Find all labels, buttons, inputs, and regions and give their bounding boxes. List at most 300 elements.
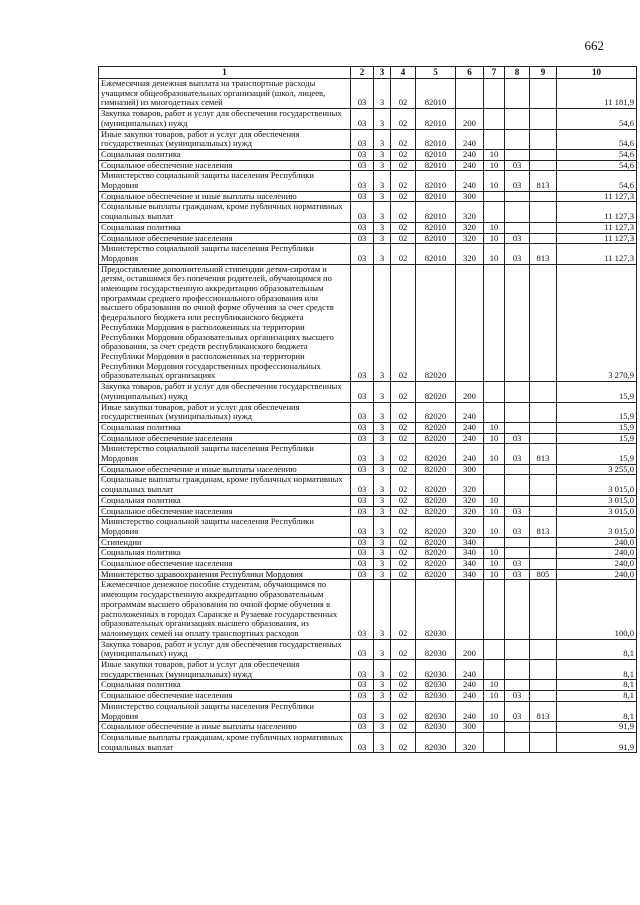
item-name-cell: Социальное обеспечение населения: [99, 233, 351, 244]
chapter-code-cell: [484, 129, 505, 149]
subsection-code-cell: 3: [374, 171, 391, 191]
chapter-code-cell: [484, 580, 505, 639]
table-row: [99, 506, 637, 517]
section-code-cell: 03: [351, 691, 374, 702]
chapter-code-cell: 10: [484, 559, 505, 570]
amount-cell: 54,6: [557, 109, 637, 129]
target-code-cell: 82020: [416, 422, 456, 433]
program-code-cell: 02: [391, 506, 416, 517]
item-name-cell: Социальная политика: [99, 548, 351, 559]
subchapter-code-cell: [505, 129, 530, 149]
subchapter-code-cell: 03: [505, 691, 530, 702]
item-name-cell: Социальная политика: [99, 149, 351, 160]
program-code-cell: 02: [391, 433, 416, 444]
section-code-cell: 03: [351, 382, 374, 402]
program-code-cell: 02: [391, 548, 416, 559]
amount-cell: 3 255,0: [557, 464, 637, 475]
table-row: [99, 464, 637, 475]
chapter-code-cell: 10: [484, 691, 505, 702]
subchapter-code-cell: 03: [505, 517, 530, 537]
item-name-cell: Социальная политика: [99, 422, 351, 433]
program-code-cell: 02: [391, 495, 416, 506]
column-header: 2: [351, 67, 374, 79]
expense-type-cell: 300: [456, 191, 484, 202]
table-row: [99, 495, 637, 506]
subchapter-code-cell: 03: [505, 244, 530, 264]
subsection-code-cell: 3: [374, 191, 391, 202]
chapter-code-cell: 10: [484, 171, 505, 191]
program-code-cell: 02: [391, 264, 416, 381]
section-code-cell: 03: [351, 660, 374, 680]
subchapter-code-cell: 03: [505, 444, 530, 464]
subsection-code-cell: 3: [374, 402, 391, 422]
subsection-code-cell: 3: [374, 264, 391, 381]
target-code-cell: 82030: [416, 701, 456, 721]
subsection-code-cell: 3: [374, 722, 391, 733]
column-header: 5: [416, 67, 456, 79]
chapter-code-cell: [484, 264, 505, 381]
chapter-code-cell: [484, 660, 505, 680]
target-code-cell: 82020: [416, 464, 456, 475]
subchapter-code-cell: [505, 202, 530, 222]
target-code-cell: 82010: [416, 129, 456, 149]
item-name-cell: Социальное обеспечение населения: [99, 433, 351, 444]
amount-cell: 8,1: [557, 660, 637, 680]
program-code-cell: 02: [391, 722, 416, 733]
subchapter-code-cell: [505, 191, 530, 202]
chapter-code-cell: 10: [484, 680, 505, 691]
item-name-cell: Закупка товаров, работ и услуг для обеспечения государственных (муниципальных) нужд: [99, 109, 351, 129]
table-row: [99, 171, 637, 191]
amount-cell: 54,6: [557, 129, 637, 149]
table-row: [99, 160, 637, 171]
subsection-code-cell: 3: [374, 149, 391, 160]
ministry-code-cell: 813: [530, 517, 557, 537]
ministry-code-cell: [530, 402, 557, 422]
amount-cell: 11 127,3: [557, 222, 637, 233]
chapter-code-cell: 10: [484, 222, 505, 233]
table-row: [99, 444, 637, 464]
subchapter-code-cell: [505, 680, 530, 691]
amount-cell: 8,1: [557, 691, 637, 702]
chapter-code-cell: 10: [484, 422, 505, 433]
column-header: 8: [505, 67, 530, 79]
ministry-code-cell: [530, 202, 557, 222]
subchapter-code-cell: [505, 548, 530, 559]
subsection-code-cell: 3: [374, 109, 391, 129]
table-row: [99, 264, 637, 381]
subchapter-code-cell: [505, 79, 530, 109]
subchapter-code-cell: [505, 264, 530, 381]
column-header: 7: [484, 67, 505, 79]
ministry-code-cell: [530, 537, 557, 548]
item-name-cell: Социальная политика: [99, 680, 351, 691]
chapter-code-cell: [484, 464, 505, 475]
column-header: 9: [530, 67, 557, 79]
amount-cell: 15,9: [557, 433, 637, 444]
subsection-code-cell: 3: [374, 569, 391, 580]
target-code-cell: 82020: [416, 382, 456, 402]
target-code-cell: 82030: [416, 680, 456, 691]
ministry-code-cell: [530, 129, 557, 149]
subsection-code-cell: 3: [374, 701, 391, 721]
program-code-cell: 02: [391, 244, 416, 264]
table-row: [99, 202, 637, 222]
section-code-cell: 03: [351, 680, 374, 691]
chapter-code-cell: 10: [484, 149, 505, 160]
ministry-code-cell: [530, 264, 557, 381]
chapter-code-cell: 10: [484, 569, 505, 580]
section-code-cell: 03: [351, 433, 374, 444]
table-row: [99, 244, 637, 264]
ministry-code-cell: [530, 639, 557, 659]
program-code-cell: 02: [391, 160, 416, 171]
section-code-cell: 03: [351, 548, 374, 559]
amount-cell: 3 015,0: [557, 475, 637, 495]
item-name-cell: Социальное обеспечение населения: [99, 691, 351, 702]
section-code-cell: 03: [351, 160, 374, 171]
amount-cell: 11 181,9: [557, 79, 637, 109]
chapter-code-cell: [484, 639, 505, 659]
program-code-cell: 02: [391, 171, 416, 191]
ministry-code-cell: [530, 506, 557, 517]
expense-type-cell: [456, 79, 484, 109]
chapter-code-cell: [484, 402, 505, 422]
table-body: [99, 79, 637, 753]
program-code-cell: 02: [391, 464, 416, 475]
subchapter-code-cell: [505, 109, 530, 129]
ministry-code-cell: [530, 691, 557, 702]
target-code-cell: 82010: [416, 149, 456, 160]
column-header: 1: [99, 67, 351, 79]
subsection-code-cell: 3: [374, 559, 391, 570]
item-name-cell: Социальное обеспечение и иные выплаты населению: [99, 191, 351, 202]
section-code-cell: 03: [351, 580, 374, 639]
program-code-cell: 02: [391, 422, 416, 433]
table-row: [99, 569, 637, 580]
program-code-cell: 02: [391, 680, 416, 691]
amount-cell: 100,0: [557, 580, 637, 639]
subsection-code-cell: 3: [374, 506, 391, 517]
expense-type-cell: 340: [456, 559, 484, 570]
expense-type-cell: 340: [456, 548, 484, 559]
subsection-code-cell: 3: [374, 233, 391, 244]
expense-type-cell: 200: [456, 382, 484, 402]
subchapter-code-cell: [505, 580, 530, 639]
chapter-code-cell: [484, 109, 505, 129]
subchapter-code-cell: 03: [505, 171, 530, 191]
section-code-cell: 03: [351, 264, 374, 381]
expense-type-cell: [456, 580, 484, 639]
item-name-cell: Министерство социальной защиты населения Республики Мордовия: [99, 701, 351, 721]
item-name-cell: Министерство социальной защиты населения Республики Мордовия: [99, 244, 351, 264]
target-code-cell: 82030: [416, 660, 456, 680]
table-row: [99, 233, 637, 244]
table-row: [99, 475, 637, 495]
ministry-code-cell: 805: [530, 569, 557, 580]
item-name-cell: Закупка товаров, работ и услуг для обеспечения государственных (муниципальных) нужд: [99, 382, 351, 402]
item-name-cell: Социальное обеспечение населения: [99, 160, 351, 171]
program-code-cell: 02: [391, 109, 416, 129]
program-code-cell: 02: [391, 202, 416, 222]
section-code-cell: 03: [351, 202, 374, 222]
amount-cell: 3 015,0: [557, 517, 637, 537]
expense-type-cell: 240: [456, 680, 484, 691]
expense-type-cell: 240: [456, 701, 484, 721]
subchapter-code-cell: [505, 475, 530, 495]
amount-cell: 91,9: [557, 722, 637, 733]
ministry-code-cell: [530, 722, 557, 733]
program-code-cell: 02: [391, 475, 416, 495]
program-code-cell: 02: [391, 517, 416, 537]
section-code-cell: 03: [351, 639, 374, 659]
ministry-code-cell: [530, 733, 557, 753]
target-code-cell: 82020: [416, 444, 456, 464]
target-code-cell: 82020: [416, 569, 456, 580]
target-code-cell: 82010: [416, 160, 456, 171]
expense-type-cell: 320: [456, 506, 484, 517]
chapter-code-cell: 10: [484, 233, 505, 244]
target-code-cell: 82020: [416, 495, 456, 506]
subchapter-code-cell: 03: [505, 559, 530, 570]
subchapter-code-cell: [505, 733, 530, 753]
item-name-cell: Закупка товаров, работ и услуг для обеспечения государственных (муниципальных) нужд: [99, 639, 351, 659]
expense-type-cell: 240: [456, 444, 484, 464]
expense-type-cell: 240: [456, 433, 484, 444]
table-row: [99, 580, 637, 639]
target-code-cell: 82010: [416, 79, 456, 109]
program-code-cell: 02: [391, 691, 416, 702]
column-header: 6: [456, 67, 484, 79]
section-code-cell: 03: [351, 171, 374, 191]
amount-cell: 3 270,9: [557, 264, 637, 381]
subchapter-code-cell: 03: [505, 233, 530, 244]
column-header: 10: [557, 67, 637, 79]
subsection-code-cell: 3: [374, 202, 391, 222]
target-code-cell: 82020: [416, 264, 456, 381]
item-name-cell: Министерство социальной защиты населения Республики Мордовия: [99, 171, 351, 191]
expense-type-cell: 300: [456, 464, 484, 475]
subchapter-code-cell: 03: [505, 569, 530, 580]
subsection-code-cell: 3: [374, 160, 391, 171]
target-code-cell: 82010: [416, 202, 456, 222]
ministry-code-cell: [530, 680, 557, 691]
chapter-code-cell: 10: [484, 517, 505, 537]
program-code-cell: 02: [391, 559, 416, 570]
expense-type-cell: 200: [456, 109, 484, 129]
subsection-code-cell: 3: [374, 433, 391, 444]
chapter-code-cell: 10: [484, 495, 505, 506]
budget-table: [98, 66, 637, 753]
chapter-code-cell: [484, 382, 505, 402]
target-code-cell: 82030: [416, 639, 456, 659]
subchapter-code-cell: [505, 660, 530, 680]
subchapter-code-cell: [505, 495, 530, 506]
table-row: [99, 517, 637, 537]
ministry-code-cell: [530, 160, 557, 171]
table-row: [99, 382, 637, 402]
item-name-cell: Ежемесячная денежная выплата на транспортные расходы учащимся общеобразовательных организаций (школ, лицеев, гимназий) из многодетных семей: [99, 79, 351, 109]
expense-type-cell: 320: [456, 495, 484, 506]
item-name-cell: Иные закупки товаров, работ и услуг для обеспечения государственных (муниципальных) нужд: [99, 660, 351, 680]
target-code-cell: 82010: [416, 191, 456, 202]
target-code-cell: 82020: [416, 433, 456, 444]
target-code-cell: 82020: [416, 537, 456, 548]
expense-type-cell: 240: [456, 691, 484, 702]
table-row: [99, 149, 637, 160]
ministry-code-cell: [530, 79, 557, 109]
subsection-code-cell: 3: [374, 495, 391, 506]
program-code-cell: 02: [391, 733, 416, 753]
section-code-cell: 03: [351, 222, 374, 233]
amount-cell: 240,0: [557, 548, 637, 559]
chapter-code-cell: [484, 733, 505, 753]
ministry-code-cell: [530, 580, 557, 639]
ministry-code-cell: [530, 433, 557, 444]
program-code-cell: 02: [391, 402, 416, 422]
chapter-code-cell: 10: [484, 506, 505, 517]
item-name-cell: Министерство социальной защиты населения Республики Мордовия: [99, 517, 351, 537]
amount-cell: 11 127,3: [557, 244, 637, 264]
target-code-cell: 82020: [416, 517, 456, 537]
table-row: [99, 537, 637, 548]
expense-type-cell: 240: [456, 160, 484, 171]
subsection-code-cell: 3: [374, 475, 391, 495]
table-row: [99, 722, 637, 733]
ministry-code-cell: [530, 222, 557, 233]
target-code-cell: 82010: [416, 244, 456, 264]
subsection-code-cell: 3: [374, 444, 391, 464]
item-name-cell: Социальные выплаты гражданам, кроме публичных нормативных социальных выплат: [99, 733, 351, 753]
table-row: [99, 701, 637, 721]
expense-type-cell: 340: [456, 569, 484, 580]
table-row: [99, 733, 637, 753]
section-code-cell: 03: [351, 733, 374, 753]
subchapter-code-cell: [505, 464, 530, 475]
item-name-cell: Социальное обеспечение и иные выплаты населению: [99, 722, 351, 733]
chapter-code-cell: [484, 537, 505, 548]
target-code-cell: 82030: [416, 733, 456, 753]
chapter-code-cell: 10: [484, 433, 505, 444]
column-header: 4: [391, 67, 416, 79]
section-code-cell: 03: [351, 79, 374, 109]
chapter-code-cell: 10: [484, 444, 505, 464]
item-name-cell: Министерство здравоохранения Республики Мордовия: [99, 569, 351, 580]
table-row: [99, 191, 637, 202]
item-name-cell: Ежемесячное денежное пособие студентам, обучающимся по имеющим государственную аккредитацию образовательным программам высшего образования по очной форме обучения в расположенных в городах Саранске и Рузаевке государственных образовательных организациях высшего образования, из малоимущих семей на оплату транспортных расходов: [99, 580, 351, 639]
expense-type-cell: 240: [456, 422, 484, 433]
section-code-cell: 03: [351, 701, 374, 721]
section-code-cell: 03: [351, 464, 374, 475]
expense-type-cell: [456, 264, 484, 381]
program-code-cell: 02: [391, 639, 416, 659]
program-code-cell: 02: [391, 191, 416, 202]
program-code-cell: 02: [391, 382, 416, 402]
expense-type-cell: 320: [456, 202, 484, 222]
ministry-code-cell: [530, 191, 557, 202]
ministry-code-cell: [530, 475, 557, 495]
amount-cell: 11 127,3: [557, 202, 637, 222]
section-code-cell: 03: [351, 569, 374, 580]
amount-cell: 54,6: [557, 149, 637, 160]
chapter-code-cell: 10: [484, 701, 505, 721]
expense-type-cell: 200: [456, 639, 484, 659]
program-code-cell: 02: [391, 569, 416, 580]
amount-cell: 240,0: [557, 537, 637, 548]
subsection-code-cell: 3: [374, 733, 391, 753]
subchapter-code-cell: [505, 149, 530, 160]
section-code-cell: 03: [351, 233, 374, 244]
subsection-code-cell: 3: [374, 660, 391, 680]
expense-type-cell: 240: [456, 660, 484, 680]
program-code-cell: 02: [391, 222, 416, 233]
ministry-code-cell: [530, 149, 557, 160]
chapter-code-cell: 10: [484, 244, 505, 264]
item-name-cell: Социальное обеспечение и иные выплаты населению: [99, 464, 351, 475]
subchapter-code-cell: 03: [505, 506, 530, 517]
program-code-cell: 02: [391, 149, 416, 160]
program-code-cell: 02: [391, 79, 416, 109]
subsection-code-cell: 3: [374, 129, 391, 149]
amount-cell: 3 015,0: [557, 506, 637, 517]
expense-type-cell: 320: [456, 222, 484, 233]
table-row: [99, 433, 637, 444]
table-row: [99, 109, 637, 129]
subchapter-code-cell: [505, 402, 530, 422]
program-code-cell: 02: [391, 580, 416, 639]
target-code-cell: 82010: [416, 222, 456, 233]
program-code-cell: 02: [391, 129, 416, 149]
amount-cell: 8,1: [557, 701, 637, 721]
item-name-cell: Иные закупки товаров, работ и услуг для обеспечения государственных (муниципальных) нужд: [99, 129, 351, 149]
section-code-cell: 03: [351, 244, 374, 264]
amount-cell: 15,9: [557, 402, 637, 422]
ministry-code-cell: [530, 233, 557, 244]
subsection-code-cell: 3: [374, 222, 391, 233]
subsection-code-cell: 3: [374, 79, 391, 109]
expense-type-cell: 320: [456, 244, 484, 264]
expense-type-cell: 240: [456, 171, 484, 191]
amount-cell: 8,1: [557, 639, 637, 659]
target-code-cell: 82030: [416, 580, 456, 639]
amount-cell: 91,9: [557, 733, 637, 753]
section-code-cell: 03: [351, 559, 374, 570]
target-code-cell: 82020: [416, 506, 456, 517]
item-name-cell: Иные закупки товаров, работ и услуг для обеспечения государственных (муниципальных) нужд: [99, 402, 351, 422]
table-row: [99, 680, 637, 691]
chapter-code-cell: [484, 722, 505, 733]
ministry-code-cell: [530, 422, 557, 433]
subsection-code-cell: 3: [374, 244, 391, 264]
section-code-cell: 03: [351, 495, 374, 506]
table-row: [99, 422, 637, 433]
item-name-cell: Предоставление дополнительной стипендии детям-сиротам и детям, оставшимся без попечения родителей, обучающимся по имеющим государственную аккредитацию образовательным программам среднего профессионального образования или высшего образования по очной форме обучения за счет средств федерального бюджета или республиканского бюджета Республики Мордовия в расположенных на территории Республики Мордовия образовательных организациях высшего образования, за счет средств республиканского бюджета Республики Мордовия в расположенных на территории Республики Мордовия государственных профессиональных образовательных организациях: [99, 264, 351, 381]
subsection-code-cell: 3: [374, 464, 391, 475]
subchapter-code-cell: [505, 422, 530, 433]
chapter-code-cell: 10: [484, 548, 505, 559]
ministry-code-cell: [530, 559, 557, 570]
item-name-cell: Социальная политика: [99, 222, 351, 233]
subsection-code-cell: 3: [374, 639, 391, 659]
subchapter-code-cell: 03: [505, 701, 530, 721]
subchapter-code-cell: [505, 722, 530, 733]
subsection-code-cell: 3: [374, 691, 391, 702]
chapter-code-cell: 10: [484, 160, 505, 171]
page-number: 662: [584, 38, 604, 53]
section-code-cell: 03: [351, 149, 374, 160]
table-row: [99, 660, 637, 680]
target-code-cell: 82010: [416, 233, 456, 244]
